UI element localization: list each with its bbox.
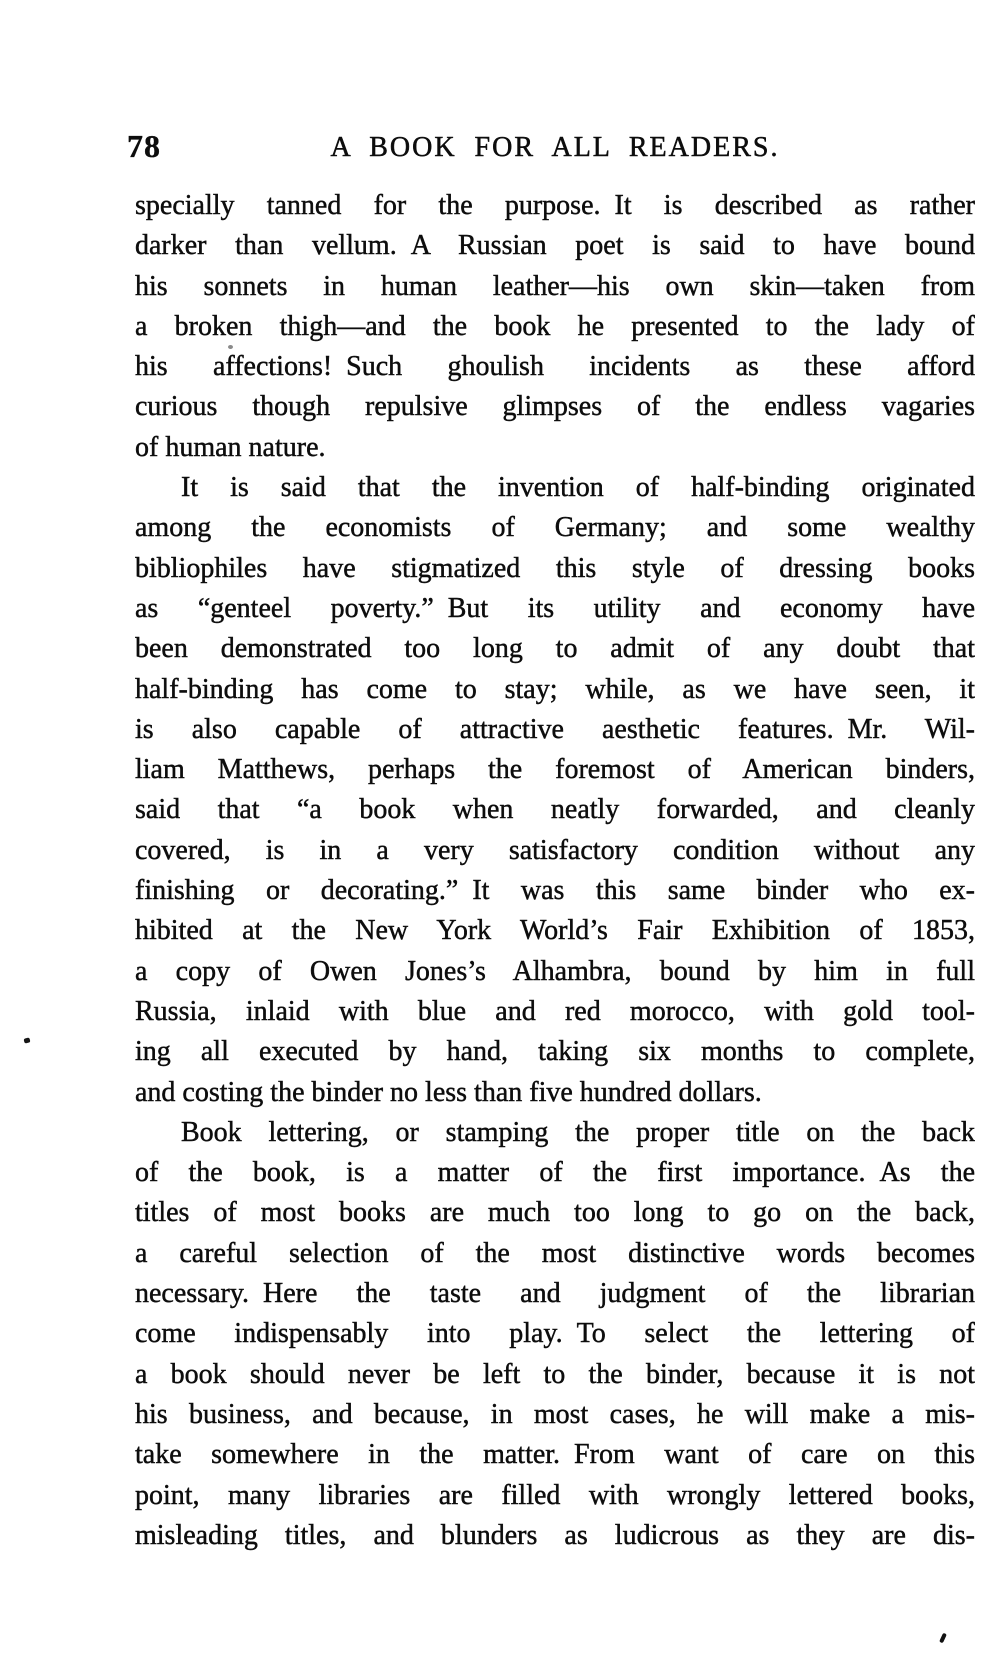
- text-line: Russia, inlaid with blue and red morocco, with gold tool-: [135, 995, 975, 1027]
- text-line: half-binding has come to stay; while, as we have seen, it: [135, 673, 975, 705]
- text-line: take somewhere in the matter. From want of care on this: [135, 1439, 975, 1471]
- page-number: 78: [127, 128, 161, 164]
- text-line: his affections! Such ghoulish incidents as these afford: [135, 351, 975, 383]
- text-line: among the economists of Germany; and some wealthy: [135, 512, 975, 544]
- text-line: covered, is in a very satisfactory condition without any: [135, 834, 975, 866]
- text-line: curious though repulsive glimpses of the endless vagaries: [135, 391, 975, 423]
- text-line: his business, and because, in most cases, he will make a mis-: [135, 1398, 975, 1430]
- text-line: a broken thigh—and the book he presented to the lady of: [135, 310, 975, 342]
- text-line: misleading titles, and blunders as ludicrous as they are dis-: [135, 1519, 975, 1551]
- text-line: is also capable of attractive aesthetic features. Mr. Wil-: [135, 713, 975, 745]
- page-body-text: [135, 186, 975, 1556]
- text-line: Book lettering, or stamping the proper title on the back: [181, 1116, 975, 1148]
- text-line: and costing the binder no less than five hundred dollars.: [135, 1076, 762, 1108]
- text-line: titles of most books are much too long to go on the back,: [135, 1197, 975, 1229]
- running-head: A BOOK FOR ALL READERS.: [330, 132, 780, 163]
- text-line: bibliophiles have stigmatized this style of dressing books: [135, 552, 975, 584]
- text-line: said that “a book when neatly forwarded, and cleanly: [135, 794, 975, 826]
- text-line: been demonstrated too long to admit of any doubt that: [135, 633, 975, 665]
- text-line: his sonnets in human leather—his own skin—taken from: [135, 270, 975, 302]
- text-line: hibited at the New York World’s Fair Exhibition of 1853,: [135, 915, 975, 947]
- text-line: of human nature.: [135, 431, 326, 463]
- text-line: point, many libraries are filled with wrongly lettered books,: [135, 1479, 975, 1511]
- text-line: a copy of Owen Jones’s Alhambra, bound by him in full: [135, 955, 975, 987]
- text-line: specially tanned for the purpose. It is described as rather: [135, 190, 975, 221]
- ink-speck-bottom-right: [939, 1633, 947, 1644]
- text-line: of the book, is a matter of the first importance. As the: [135, 1157, 975, 1189]
- text-line: darker than vellum. A Russian poet is said to have bound: [135, 230, 975, 262]
- text-line: liam Matthews, perhaps the foremost of American binders,: [135, 754, 975, 786]
- text-line: a book should never be left to the binder, because it is not: [135, 1358, 975, 1390]
- ink-speck-left-margin: [23, 1037, 30, 1043]
- ink-speck-inline: [228, 345, 233, 349]
- text-line: a careful selection of the most distinctive words becomes: [135, 1237, 975, 1269]
- text-line: It is said that the invention of half-binding originated: [181, 472, 975, 504]
- text-line: ing all executed by hand, taking six months to complete,: [135, 1036, 975, 1068]
- text-line: finishing or decorating.” It was this same binder who ex-: [135, 875, 975, 907]
- text-line: come indispensably into play. To select the lettering of: [135, 1318, 975, 1350]
- text-line: necessary. Here the taste and judgment of the librarian: [135, 1278, 975, 1310]
- text-line: as “genteel poverty.” But its utility and economy have: [135, 592, 975, 624]
